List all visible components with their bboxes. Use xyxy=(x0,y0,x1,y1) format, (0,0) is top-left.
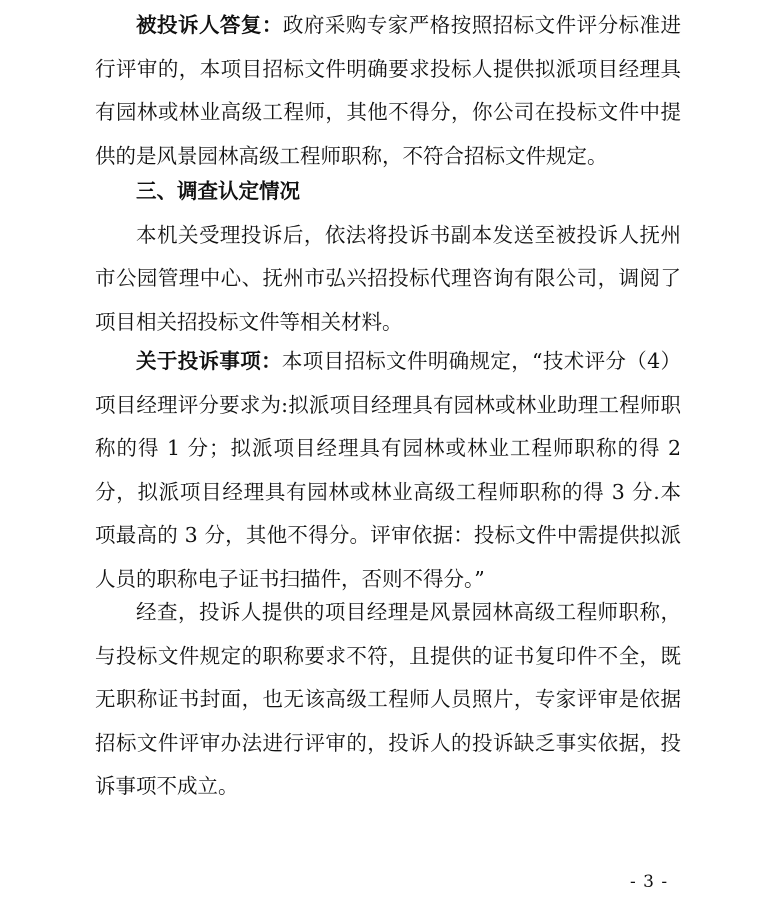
investigation-paragraph: 本机关受理投诉后，依法将投诉书副本发送至被投诉人抚州市公园管理中心、抚州市弘兴招投标代理咨询有限公司，调阅了项目相关招投标文件等相关材料。 xyxy=(95,222,681,334)
complaint-item-section xyxy=(95,340,681,601)
respondent-reply-text: 政府采购专家严格按照招标文件评分标准进行评审的，本项目招标文件明确要求投标人提供拟派项目经理具有园林或林业高级工程师，其他不得分，你公司在投标文件中提供的是风景园林高级工程师职称，不符合招标文件规定。 xyxy=(95,13,682,168)
conclusion-section xyxy=(95,591,681,809)
complaint-item-lead: 关于投诉事项： xyxy=(136,349,282,373)
conclusion-paragraph: 经查，投诉人提供的项目经理是风景园林高级工程师职称，与投标文件规定的职称要求不符，且提供的证书复印件不全，既无职称证书封面，也无该高级工程师人员照片，专家评审是依据招标文件评审办法进行评审的，投诉人的投诉缺乏事实依据，投诉事项不成立。 xyxy=(95,600,681,798)
investigation-section xyxy=(95,170,681,344)
section-heading: 三、调查认定情况 xyxy=(136,179,300,203)
page-number: - 3 - xyxy=(630,872,669,892)
respondent-reply-paragraph xyxy=(95,4,681,178)
complaint-item-text: 本项目招标文件明确规定，“技术评分（4）项目经理评分要求为:拟派项目经理具有园林或林业助理工程师职称的得 1 分；拟派项目经理具有园林或林业工程师职称的得 2 分，拟派项目经理具有园林或林业高级工程师职称的得 3 分.本项最高的 3 分，其他不得分。评审依据：投标文件中需提供拟派人员的职称电子证书扫描件，否则不得分。” xyxy=(95,349,681,591)
respondent-reply-lead: 被投诉人答复： xyxy=(136,13,283,37)
complaint-item-paragraph xyxy=(95,340,681,601)
response-section xyxy=(95,4,681,178)
